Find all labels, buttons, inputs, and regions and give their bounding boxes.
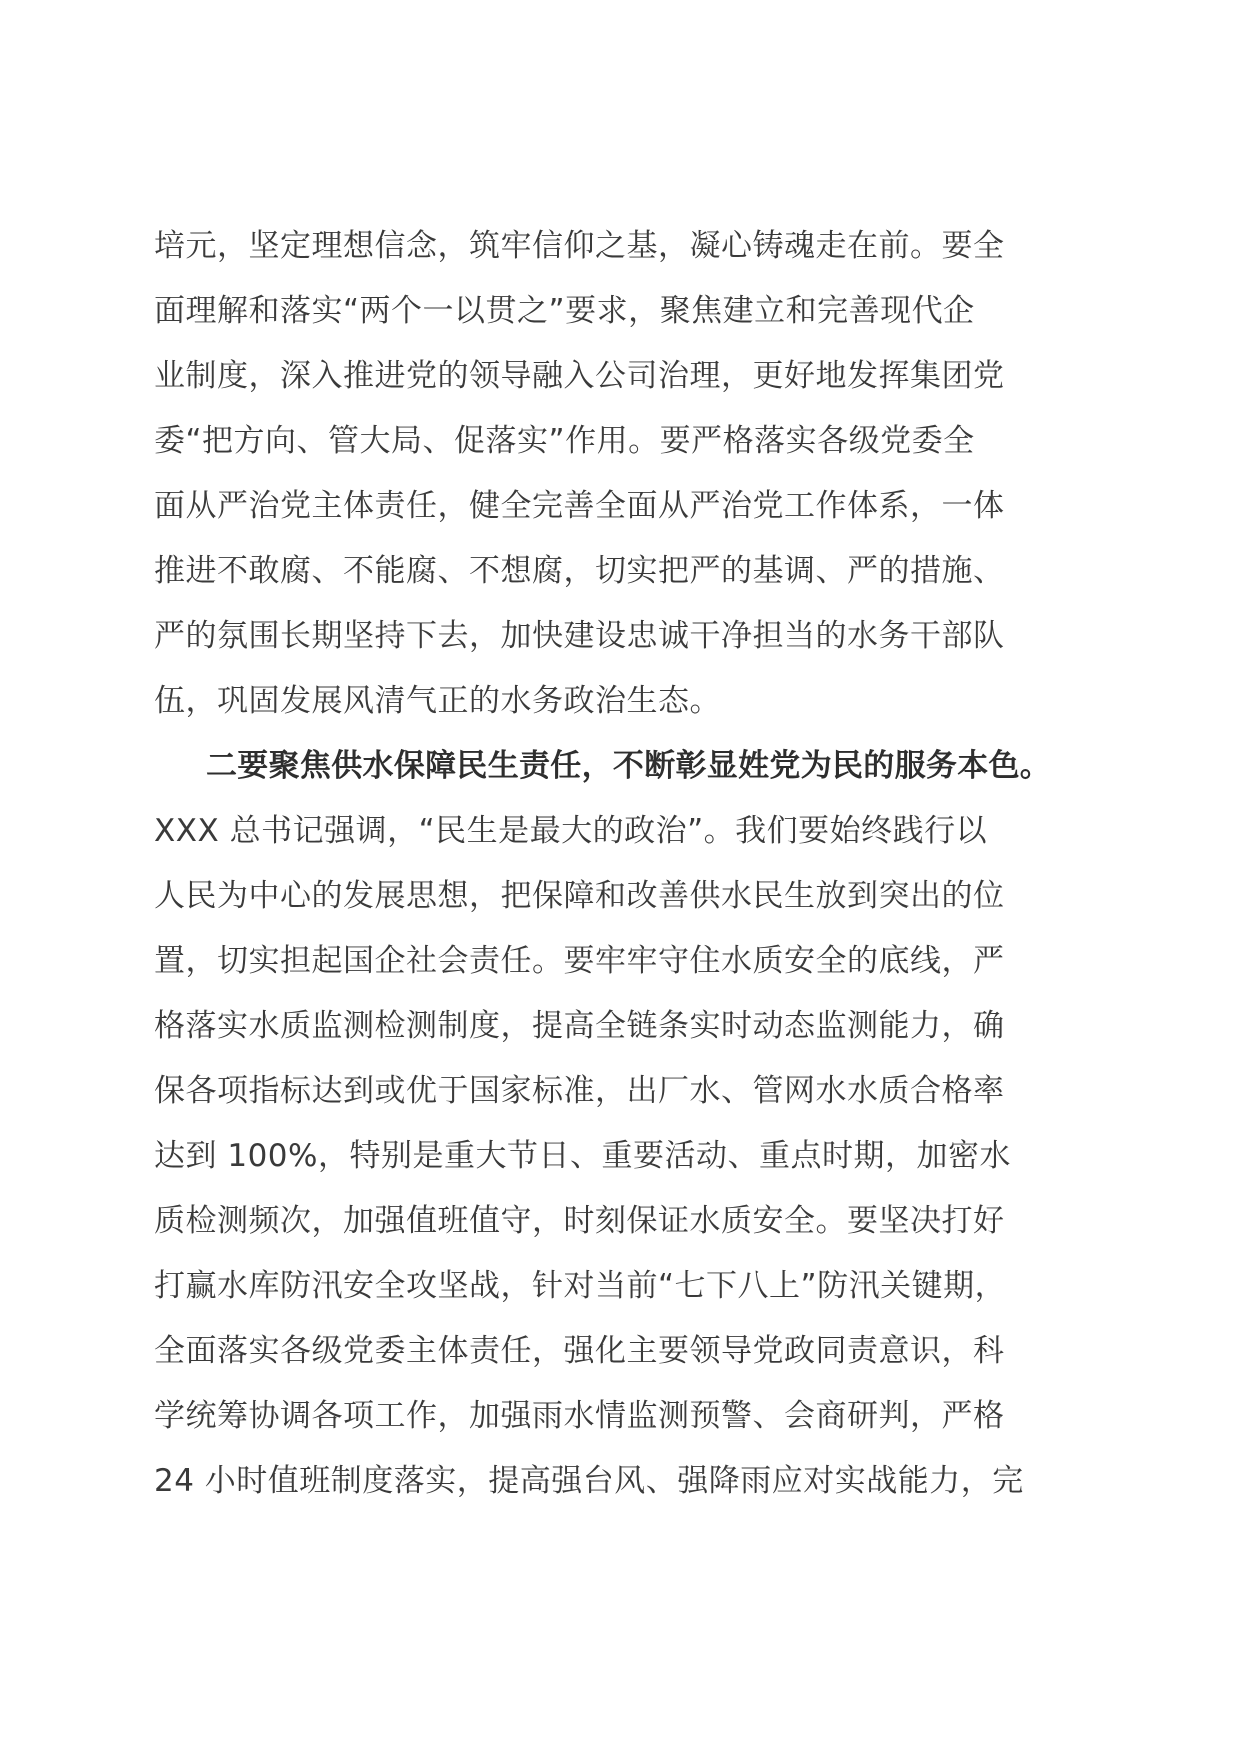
paragraph2-line-8: 打赢水库防汛安全攻坚战，针对当前“七下八上”防汛关键期， bbox=[154, 1268, 1007, 1304]
paragraph2-line-1: XXX 总书记强调，“民生是最大的政治”。我们要始终践行以 bbox=[154, 813, 988, 849]
paragraph1-line-4: 委“把方向、管大局、促落实”作用。要严格落实各级党委全 bbox=[154, 423, 975, 459]
paragraph2-line-7: 质检测频次，加强值班值守，时刻保证水质安全。要坚决打好 bbox=[154, 1203, 1005, 1239]
paragraph2-line-6: 达到 100%，特别是重大节日、重要活动、重点时期，加密水 bbox=[154, 1138, 1011, 1174]
paragraph1-line-7: 严的氛围长期坚持下去，加快建设忠诚干净担当的水务干部队 bbox=[154, 618, 1005, 654]
paragraph2-line-9: 全面落实各级党委主体责任，强化主要领导党政同责意识，科 bbox=[154, 1333, 1005, 1369]
paragraph1-line-5: 面从严治党主体责任，健全完善全面从严治党工作体系，一体 bbox=[154, 488, 1005, 524]
paragraph2-line-4: 格落实水质监测检测制度，提高全链条实时动态监测能力，确 bbox=[154, 1008, 1005, 1044]
paragraph2-line-5: 保各项指标达到或优于国家标准，出厂水、管网水水质合格率 bbox=[154, 1073, 1005, 1109]
paragraph1-line-1: 培元，坚定理想信念，筑牢信仰之基，凝心铸魂走在前。要全 bbox=[154, 228, 1005, 264]
paragraph1-line-2: 面理解和落实“两个一以贯之”要求，聚焦建立和完善现代企 bbox=[154, 293, 975, 329]
paragraph2-line-11: 24 小时值班制度落实，提高强台风、强降雨应对实战能力，完 bbox=[154, 1463, 1024, 1499]
section-heading: 二要聚焦供水保障民生责任，不断彰显姓党为民的服务本色。 bbox=[206, 748, 1052, 784]
paragraph2-line-10: 学统筹协调各项工作，加强雨水情监测预警、会商研判，严格 bbox=[154, 1398, 1005, 1434]
paragraph1-line-8: 伍，巩固发展风清气正的水务政治生态。 bbox=[154, 683, 721, 719]
paragraph2-line-2: 人民为中心的发展思想，把保障和改善供水民生放到突出的位 bbox=[154, 878, 1005, 914]
paragraph1-line-6: 推进不敢腐、不能腐、不想腐，切实把严的基调、严的措施、 bbox=[154, 553, 1005, 589]
paragraph2-line-3: 置，切实担起国企社会责任。要牢牢守住水质安全的底线，严 bbox=[154, 943, 1005, 979]
paragraph1-line-3: 业制度，深入推进党的领导融入公司治理，更好地发挥集团党 bbox=[154, 358, 1005, 394]
